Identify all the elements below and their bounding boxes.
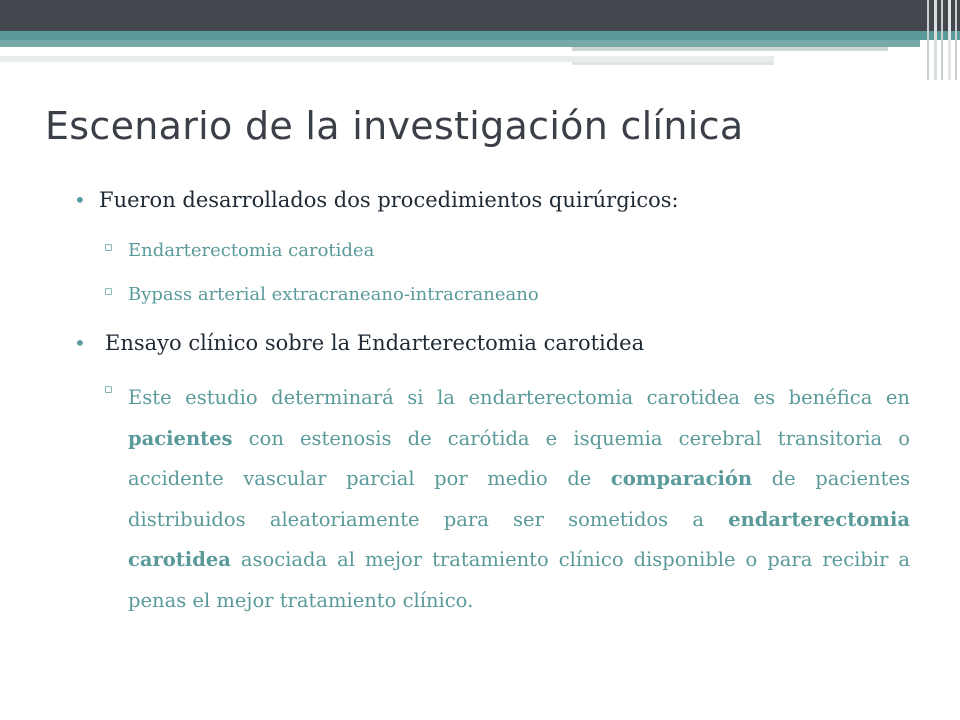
bullet-text: Ensayo clínico sobre la Endarterectomia carotidea bbox=[105, 331, 645, 355]
paragraph-text: asociada al mejor tratamiento clínico disponible o para recibir a penas el mejor tratamiento clínico. bbox=[128, 548, 910, 612]
corner-decor-rail bbox=[927, 0, 929, 80]
bullet-text: Fueron desarrollados dos procedimientos quirúrgicos: bbox=[99, 188, 679, 212]
paragraph-text: de pacientes distribuidos aleatoriamente para ser sometidos a bbox=[128, 467, 910, 531]
header-bar bbox=[0, 0, 960, 31]
corner-decor-rail bbox=[955, 0, 957, 80]
corner-decor-rail bbox=[941, 0, 943, 80]
emphasis-endarterectomia: endarterectomia carotidea bbox=[128, 507, 910, 571]
sub-bullet-text: Bypass arterial extracraneano-intracraneano bbox=[128, 284, 539, 305]
header-accent-band-secondary bbox=[0, 40, 920, 47]
bullet-marker: • bbox=[74, 188, 86, 212]
corner-decor-rail bbox=[948, 0, 951, 80]
sub-bullet-marker: ▫ bbox=[104, 284, 113, 299]
sub-bullet-marker: ▫ bbox=[104, 382, 113, 397]
sub-bullet-text: Endarterectomia carotidea bbox=[128, 240, 375, 261]
emphasis-comparacion: comparación bbox=[610, 467, 753, 490]
slide-title: Escenario de la investigación clínica bbox=[45, 104, 744, 148]
bullet-marker: • bbox=[74, 331, 86, 355]
paragraph-text: con estenosis de carótida e isquemia cerebral transitoria o accidente vascular parcial por medio de bbox=[128, 426, 910, 490]
emphasis-pacientes: pacientes bbox=[128, 426, 233, 450]
corner-decor-rail bbox=[934, 0, 937, 80]
header-accent-band bbox=[0, 31, 960, 40]
sub-bullet-marker: ▫ bbox=[104, 240, 113, 255]
paragraph-text: Este estudio determinará si la endarterectomia carotidea es benéfica en bbox=[128, 386, 910, 409]
header-decor-line bbox=[572, 47, 888, 51]
header-decor-line bbox=[572, 62, 774, 65]
study-description-paragraph bbox=[128, 378, 910, 621]
